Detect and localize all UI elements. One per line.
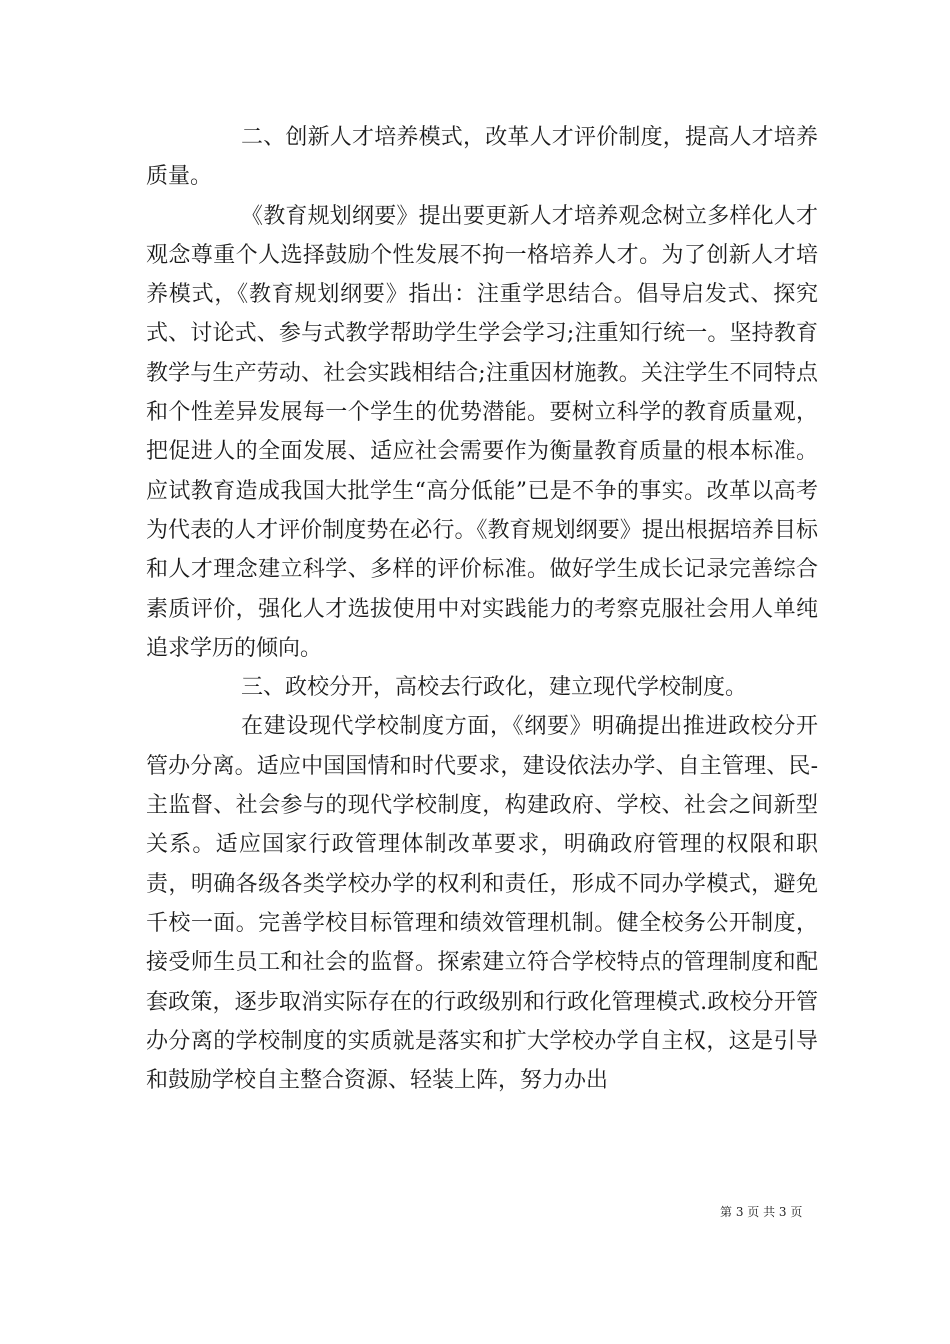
document-body <box>146 118 818 1100</box>
section-heading-3: 三、政校分开，高校去行政化，建立现代学校制度。 <box>241 675 748 701</box>
paragraph-school-system: 在建设现代学校制度方面，《纲要》明确提出推进政校分开管办分离。适应中国国情和时代要求，建设依法办学、自主管理、民-主监督、社会参与的现代学校制度，构建政府、学校、社会之间新型关系。适应国家行政管理体制改革要求，明确政府管理的权限和职责，明确各级各类学校办学的权利和责任，形成不同办学模式，避免千校一面。完善学校目标管理和绩效管理机制。健全校务公开制度，接受师生员工和社会的监督。探索建立符合学校特点的管理制度和配套政策，逐步取消实际存在的行政级别和行政化管理模式.政校分开管办分离的学校制度的实质就是落实和扩大学校办学自主权，这是引导和鼓励学校自主整合资源、轻装上阵，努力办出 <box>146 714 818 1094</box>
page-number: 第 3 页 共 3 页 <box>720 1205 803 1219</box>
paragraph-talent-training: 《教育规划纲要》提出要更新人才培养观念树立多样化人才观念尊重个人选择鼓励个性发展不拘一格培养人才。为了创新人才培养模式，《教育规划纲要》指出：注重学思结合。倡导启发式、探究式、讨论式、参与式教学帮助学生学会学习;注重知行统一。坚持教育教学与生产劳动、社会实践相结合;注重因材施教。关注学生不同特点和个性差异发展每一个学生的优势潜能。要树立科学的教育质量观，把促进人的全面发展、适应社会需要作为衡量教育质量的根本标准。应试教育造成我国大批学生“高分低能”已是不争的事实。改革以高考为代表的人才评价制度势在必行。《教育规划纲要》提出根据培养目标和人才理念建立科学、多样的评价标准。做好学生成长记录完善综合素质评价，强化人才选拔使用中对实践能力的考察克服社会用人单纯追求学历的倾向。 <box>146 203 818 661</box>
section-heading-2: 二、创新人才培养模式，改革人才评价制度，提高人才培养质量。 <box>146 125 818 190</box>
